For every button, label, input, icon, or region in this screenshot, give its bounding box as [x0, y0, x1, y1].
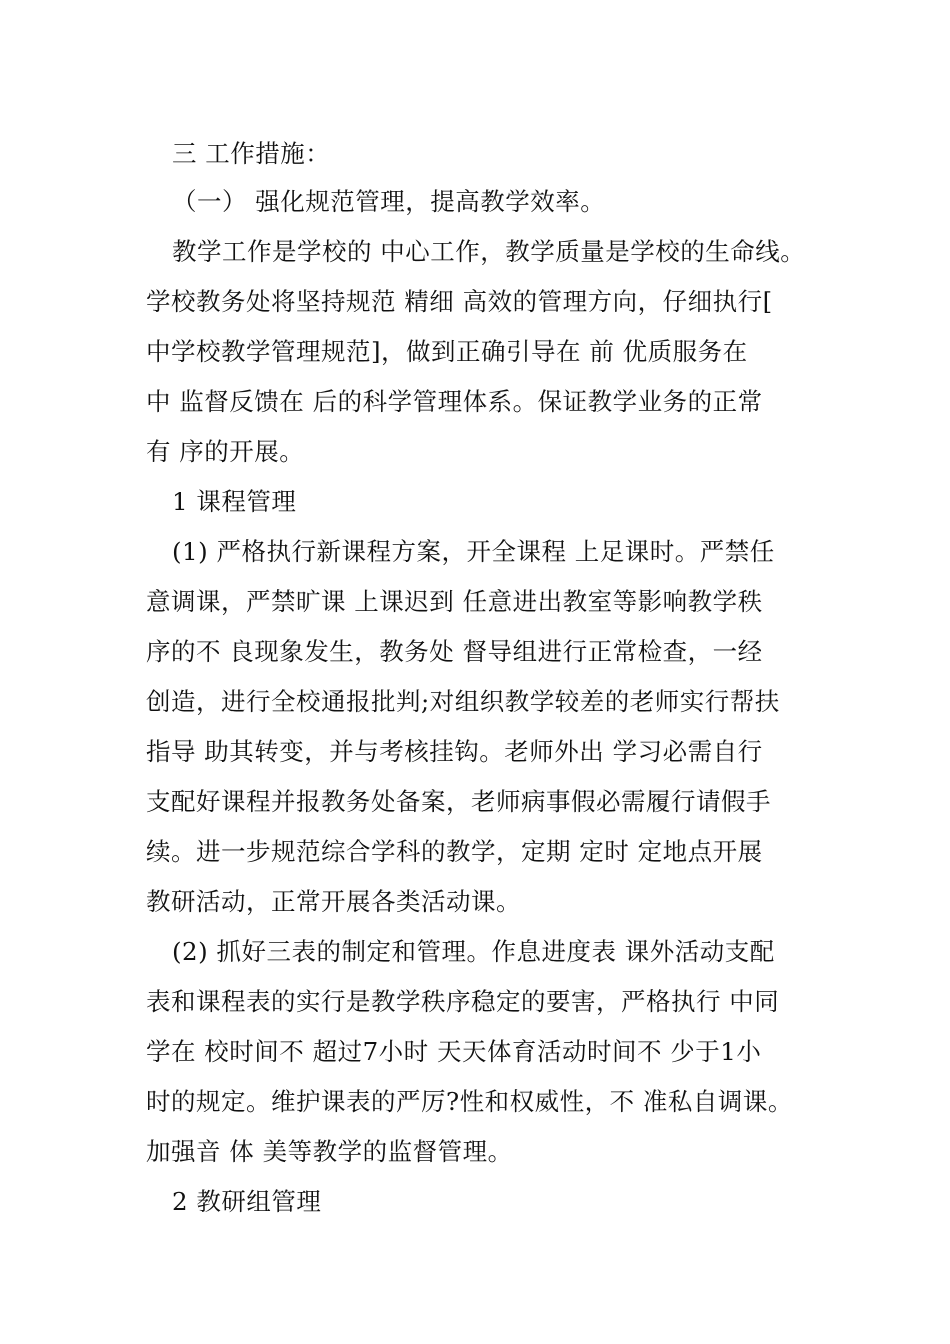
paragraph-line: 指导 助其转变，并与考核挂钩。老师外出 学习必需自行 [146, 737, 763, 766]
subsection-heading: 1 课程管理 [172, 487, 297, 516]
subsection-heading: （一） 强化规范管理，提高教学效率。 [172, 187, 606, 216]
paragraph-line: 创造，进行全校通报批判;对组织教学较差的老师实行帮扶 [146, 687, 780, 716]
paragraph-line: 表和课程表的实行是教学秩序稳定的要害，严格执行 中同 [146, 987, 780, 1016]
paragraph-line: 教研活动，正常开展各类活动课。 [146, 887, 521, 916]
paragraph-line: (1) 严格执行新课程方案，开全课程 上足课时。严禁任 [172, 537, 775, 566]
paragraph-line: 有 序的开展。 [146, 437, 305, 466]
paragraph-line: 中 监督反馈在 后的科学管理体系。保证教学业务的正常 [146, 387, 763, 416]
paragraph-line: 学在 校时间不 超过7小时 天天体育活动时间不 少于1小 [146, 1037, 762, 1066]
paragraph-line: 时的规定。维护课表的严厉?性和权威性，不 准私自调课。 [146, 1087, 793, 1116]
paragraph-line: 序的不 良现象发生，教务处 督导组进行正常检查，一经 [146, 637, 763, 666]
paragraph-line: (2) 抓好三表的制定和管理。作息进度表 课外活动支配 [172, 937, 775, 966]
paragraph-line: 中学校教学管理规范]，做到正确引导在 前 优质服务在 [146, 337, 748, 366]
section-heading: 三 工作措施： [172, 139, 331, 168]
paragraph-line: 学校教务处将坚持规范 精细 高效的管理方向，仔细执行[ [146, 287, 773, 316]
paragraph-line: 意调课，严禁旷课 上课迟到 任意进出教室等影响教学秩 [146, 587, 763, 616]
paragraph-line: 加强音 体 美等教学的监督管理。 [146, 1137, 513, 1166]
paragraph-line: 续。进一步规范综合学科的教学，定期 定时 定地点开展 [146, 837, 763, 866]
paragraph-line: 教学工作是学校的 中心工作，教学质量是学校的生命线。 [172, 237, 806, 266]
subsection-heading: 2 教研组管理 [172, 1187, 322, 1216]
paragraph-line: 支配好课程并报教务处备案，老师病事假必需履行请假手 [146, 787, 771, 816]
